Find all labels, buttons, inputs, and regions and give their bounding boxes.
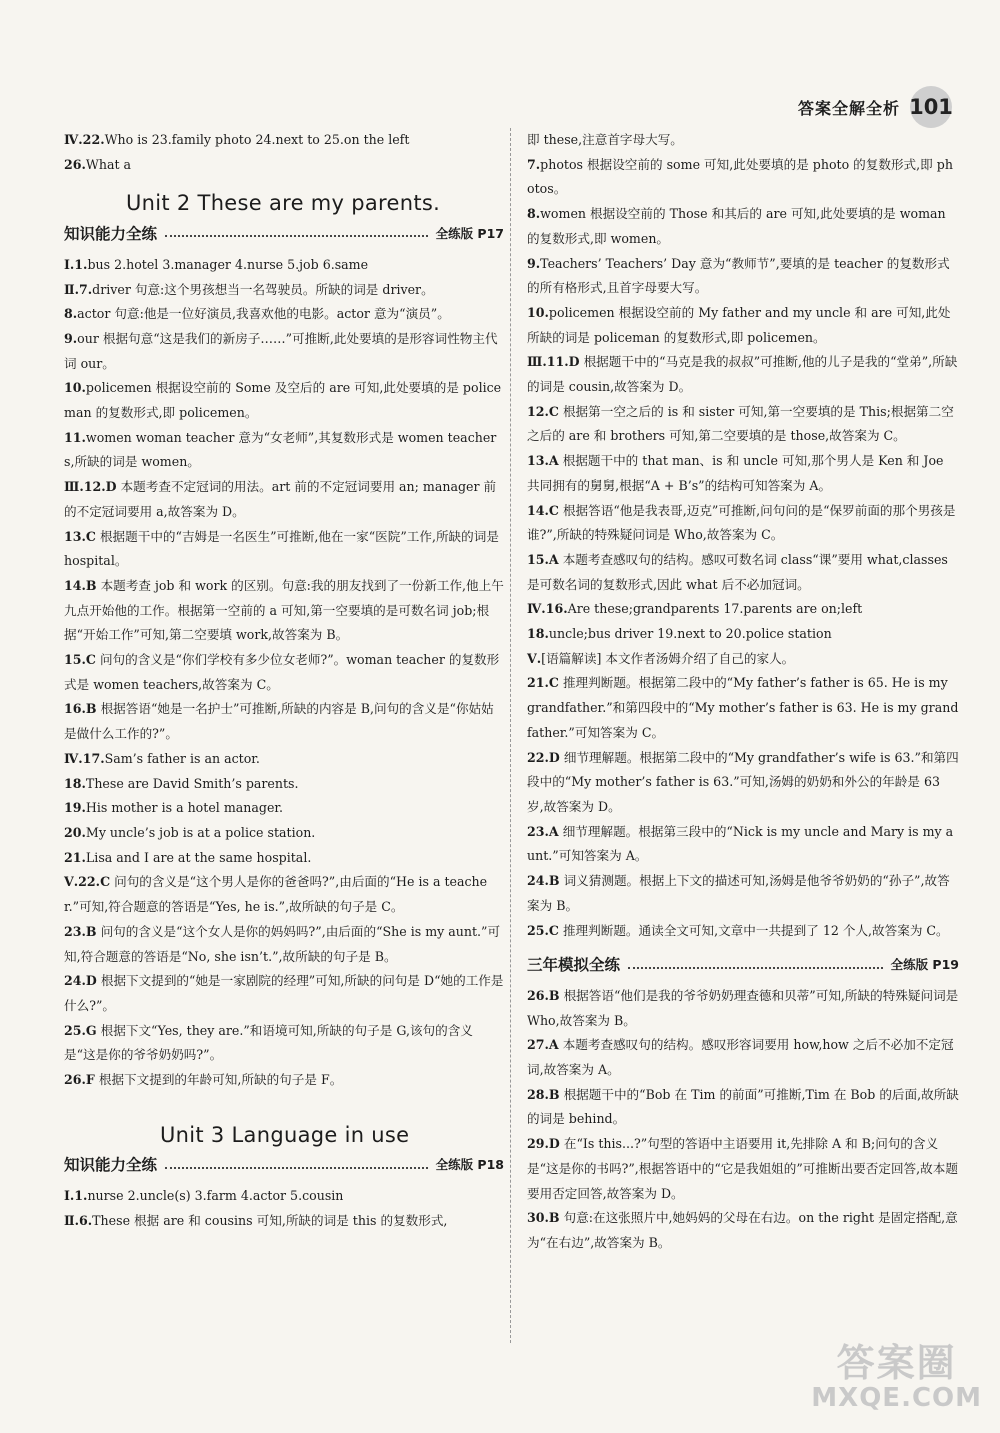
answer-text: 根据题干中的“吉姆是一名医生”可推断,他在一家“医院”工作,所缺的词是 hospital。	[64, 528, 499, 569]
answer-number: Ⅴ.	[527, 650, 542, 666]
page-number: 101	[910, 86, 952, 128]
answer-item	[64, 1068, 504, 1093]
answer-number: 26.F	[64, 1072, 95, 1088]
answer-text: 根据答语“她是一名护士”可推断,所缺的内容是 B,问句的含义是“你姑姑是做什么工作的?”。	[64, 701, 494, 742]
answer-number: 29.D	[527, 1136, 560, 1152]
answer-number: 9.	[64, 330, 78, 346]
answer-text: Who is 23.family photo 24.next to 25.on the left	[104, 132, 410, 147]
answer-item	[64, 426, 504, 475]
answer-number: 21.C	[527, 675, 559, 691]
answer-item	[527, 350, 959, 399]
answer-item	[64, 969, 504, 1018]
answer-item	[527, 1206, 959, 1255]
answer-item	[64, 574, 504, 648]
section-page-ref: 全练版 P17	[435, 226, 504, 242]
answer-text: [语篇解读] 本文作者汤姆介绍了自己的家人。	[541, 650, 795, 666]
answer-number: 18.	[527, 626, 549, 642]
answer-number: 14.C	[527, 502, 559, 518]
answer-text: 根据题干中的“Bob 在 Tim 的前面”可推断,Tim 在 Bob 的后面,故所缺的词是 behind。	[527, 1086, 959, 1127]
answer-number: 23.B	[64, 923, 97, 939]
answer-item	[527, 400, 959, 449]
answer-number: 14.B	[64, 577, 97, 593]
dotted-leader	[165, 1167, 428, 1169]
answer-number: 27.A	[527, 1037, 559, 1053]
answer-text: Sam’s father is an actor.	[104, 750, 260, 766]
answer-item	[527, 919, 959, 944]
answer-number: 24.D	[64, 973, 97, 989]
answer-item	[527, 548, 959, 597]
answer-text: 根据第一空之后的 is 和 sister 可知,第一空要填的是 This;根据第二空之后的 are 和 brothers 可知,第二空要填的是 those,故答案为 C。	[527, 403, 954, 444]
answer-item	[527, 128, 959, 153]
answer-item	[64, 253, 504, 278]
answer-item	[527, 746, 959, 820]
answer-text: 即 these,注意首字母大写。	[527, 132, 683, 147]
section-title: 知识能力全练	[64, 225, 158, 244]
answer-item	[64, 525, 504, 574]
answer-number: Ⅱ.7.	[64, 281, 93, 297]
answer-number: 22.D	[527, 749, 560, 765]
answer-item	[64, 648, 504, 697]
answer-text: 在“Is this...?”句型的答语中主语要用 it,先排除 A 和 B;问句的含义是“这是你的书吗?”,根据答语中的“它是我姐姐的”可推断出要否定回答,故本题要用否定回答,故答案为 D。	[527, 1136, 958, 1201]
answer-text: 问句的含义是“这个女人是你的妈妈吗?”,由后面的“She is my aunt.”可知,符合题意的答语是“No, she isn’t.”,故所缺的句子是 B。	[64, 923, 501, 964]
answer-text: photos 根据设空前的 some 可知,此处要填的是 photo 的复数形式,即 photos。	[527, 156, 953, 197]
answer-number: 30.B	[527, 1210, 560, 1226]
answer-number: Ⅳ.16.	[527, 601, 568, 617]
answer-number: Ⅱ.6.	[64, 1212, 93, 1228]
answer-item	[64, 821, 504, 846]
dotted-leader	[628, 967, 883, 969]
answer-number: 25.G	[64, 1022, 97, 1038]
section-title: 知识能力全练	[64, 1156, 158, 1175]
answer-text: 根据下文“Yes, they are.”和语境可知,所缺的句子是 G,该句的含义是“这是你的爷爷奶奶吗?”。	[64, 1022, 473, 1063]
answer-number: 24.B	[527, 873, 560, 889]
answer-text: Are these;grandparents 17.parents are on;left	[567, 601, 863, 617]
answer-text: 根据答语“他们是我的爷爷奶奶理查德和贝蒂”可知,所缺的特殊疑问词是 Who,故答案为 B。	[527, 987, 959, 1028]
answer-item	[527, 820, 959, 869]
answer-text: 本题考查不定冠词的用法。art 前的不定冠词要用 an; manager 前的不定冠词要用 a,故答案为 D。	[64, 479, 497, 519]
answer-number: 13.A	[527, 453, 559, 469]
answer-item	[527, 202, 959, 251]
answer-item	[64, 1019, 504, 1068]
answer-number: 8.	[64, 306, 78, 322]
answer-item	[527, 1033, 959, 1082]
watermark-logo	[811, 1340, 982, 1414]
column-divider	[510, 128, 511, 1343]
answer-number: Ⅳ.17.	[64, 750, 105, 766]
answer-text: 根据下文提到的年龄可知,所缺的句子是 F。	[94, 1072, 343, 1088]
answer-text: These 根据 are 和 cousins 可知,所缺的词是 this 的复数形式,	[92, 1212, 448, 1228]
answer-number: Ⅴ.22.C	[64, 874, 111, 890]
answer-number: 10.	[64, 380, 86, 396]
answer-text: 本题考查 job 和 work 的区别。句意:我的朋友找到了一份新工作,他上午九点开始他的工作。根据第一空前的 a 可知,第一空要填的是可数名词 job;根据“开始工作”可知,第二空要填 work,故答案为 B。	[64, 577, 504, 643]
answer-text: 细节理解题。根据第三段中的“Nick is my uncle and Mary is my aunt.”可知答案为 A。	[527, 823, 954, 864]
answer-text: 问句的含义是“你们学校有多少位女老师?”。woman teacher 的复数形式是 women teachers,故答案为 C。	[64, 652, 500, 692]
answer-item	[527, 984, 959, 1033]
answer-text: 细节理解题。根据第二段中的“My grandfather’s wife is 63.”和第四段中的“My mother’s father is 63.”可知,汤姆的奶奶和外公的年龄是 63 岁,故答案为 D。	[527, 749, 959, 814]
answer-item	[527, 1132, 959, 1206]
right-column	[527, 128, 959, 1256]
answer-text: My uncle’s job is at a police station.	[85, 824, 316, 840]
answer-number: 16.B	[64, 701, 97, 717]
answer-text: 句意:在这张照片中,她妈妈的父母在右边。on the right 是固定搭配,意为“在右边”,故答案为 B。	[527, 1210, 958, 1250]
answer-number: 15.A	[527, 551, 559, 567]
answer-item	[64, 327, 504, 376]
section-heading	[64, 222, 504, 247]
answer-number: 26.	[64, 156, 86, 172]
answer-text: nurse 2.uncle(s) 3.farm 4.actor 5.cousin	[87, 1188, 344, 1204]
answer-item	[64, 846, 504, 871]
answer-item	[64, 796, 504, 821]
answer-text: driver 句意:这个男孩想当一名驾驶员。所缺的词是 driver。	[92, 281, 434, 297]
answer-text: 词义猜测题。根据上下文的描述可知,汤姆是他爷爷奶奶的“孙子”,故答案为 B。	[527, 873, 950, 913]
answer-item	[64, 747, 504, 772]
answer-text: bus 2.hotel 3.manager 4.nurse 5.job 6.same	[87, 256, 369, 272]
unit-title: Unit 2 These are my parents.	[126, 191, 441, 216]
answer-number: 26.B	[527, 987, 560, 1003]
answer-number: Ⅰ.1.	[64, 1188, 88, 1204]
answer-item	[64, 920, 504, 969]
unit-title: Unit 3 Language in use	[160, 1122, 410, 1147]
answer-item	[527, 597, 959, 622]
answer-item	[527, 622, 959, 647]
answer-number: Ⅳ.22.	[64, 132, 105, 147]
section-heading	[527, 953, 959, 978]
answer-number: 13.C	[64, 528, 96, 544]
answer-text: 本题考查感叹句的结构。感叹可数名词 class“课”要用 what,classes 是可数名词的复数形式,因此 what 后不必加冠词。	[527, 551, 948, 592]
watermark-line1: 答案圈	[836, 1340, 957, 1385]
answer-item	[527, 301, 959, 350]
answer-item	[64, 772, 504, 797]
answer-item	[64, 302, 504, 327]
answer-number: 18.	[64, 775, 86, 791]
answer-text: What a	[85, 156, 132, 172]
answer-item	[527, 671, 959, 745]
answer-number: 25.C	[527, 922, 559, 938]
answer-text: 根据题干中的 that man、is 和 uncle 可知,那个男人是 Ken 和 Joe 共同拥有的舅舅,根据“A + B’s”的结构可知答案为 A。	[527, 453, 944, 493]
answer-item	[527, 499, 959, 548]
answer-text: Teachers’ Teachers’ Day 意为“教师节”,要填的是 teacher 的复数形式的所有格形式,且首字母要大写。	[527, 255, 950, 296]
answer-number: Ⅰ.1.	[64, 256, 88, 272]
answer-text: 推理判断题。根据第二段中的“My father’s father is 65. He is my grandfather.”和第四段中的“My mother’s father is 63. He is my grandfather.”可知答案为 C。	[527, 675, 959, 740]
answer-number: 21.	[64, 849, 86, 865]
answer-text: 推理判断题。通读全文可知,文章中一共提到了 12 个人,故答案为 C。	[558, 922, 949, 938]
answer-number: Ⅲ.12.D	[64, 479, 117, 495]
answer-text: actor 句意:他是一位好演员,我喜欢他的电影。actor 意为“演员”。	[77, 306, 450, 322]
answer-number: 12.C	[527, 403, 559, 419]
answer-number: 15.C	[64, 652, 96, 668]
answer-number: 19.	[64, 800, 86, 816]
page-header	[798, 86, 952, 128]
watermark-line2: MXQE.COM	[811, 1383, 982, 1414]
answer-text: His mother is a hotel manager.	[85, 800, 284, 816]
answer-item	[64, 697, 504, 746]
section-title: 三年模拟全练	[527, 956, 621, 975]
answer-item	[527, 252, 959, 301]
section-heading	[64, 1153, 504, 1178]
answer-text: 根据下文提到的“她是一家剧院的经理”可知,所缺的问句是 D“她的工作是什么?”。	[64, 973, 504, 1013]
answer-item	[64, 870, 504, 919]
answer-text: 本题考查感叹句的结构。感叹形容词要用 how,how 之后不必加不定冠词,故答案为 A。	[527, 1037, 954, 1078]
answer-text: women 根据设空前的 Those 和其后的 are 可知,此处要填的是 woman 的复数形式,即 women。	[527, 206, 946, 246]
answer-item	[64, 376, 504, 425]
answer-text: policemen 根据设空前的 My father and my uncle 和 are 可知,此处所缺的词是 policeman 的复数形式,即 policemen。	[527, 304, 951, 345]
answer-number: 8.	[527, 206, 541, 222]
answer-number: 9.	[527, 255, 541, 271]
answer-item	[527, 449, 959, 498]
answer-text: uncle;bus driver 19.next to 20.police station	[548, 626, 832, 642]
answer-item	[64, 278, 504, 303]
left-column	[64, 128, 504, 1234]
answer-number: 23.A	[527, 823, 559, 839]
answer-number: Ⅲ.11.D	[527, 354, 580, 370]
header-title: 答案全解全析	[797, 98, 900, 118]
answer-text: Lisa and I are at the same hospital.	[85, 849, 312, 865]
answer-item	[527, 153, 959, 202]
answer-item	[64, 128, 504, 153]
dotted-leader	[165, 235, 428, 237]
answer-item	[64, 1184, 504, 1209]
answer-text: 问句的含义是“这个男人是你的爸爸吗?”,由后面的“He is a teacher.”可知,符合题意的答语是“Yes, he is.”,故所缺的句子是 C。	[64, 874, 488, 915]
answer-item	[527, 647, 959, 672]
answer-text: 根据答语“他是我表哥,迈克”可推断,问句问的是“保罗前面的那个男孩是谁?”,所缺的特殊疑问词是 Who,故答案为 C。	[527, 502, 956, 543]
section-page-ref: 全练版 P19	[890, 957, 959, 973]
answer-number: 7.	[527, 156, 541, 172]
answer-text: These are David Smith’s parents.	[85, 775, 299, 791]
section-page-ref: 全练版 P18	[435, 1157, 504, 1173]
answer-text: policemen 根据设空前的 Some 及空后的 are 可知,此处要填的是 policeman 的复数形式,即 policemen。	[64, 380, 502, 421]
answer-text: our 根据句意“这是我们的新房子……”可推断,此处要填的是形容词性物主代词 our。	[64, 330, 498, 371]
answer-item	[527, 1083, 959, 1132]
answer-number: 11.	[64, 429, 86, 445]
answer-item	[64, 153, 504, 178]
answer-text: women woman teacher 意为“女老师”,其复数形式是 women teachers,所缺的词是 women。	[64, 429, 497, 470]
answer-number: 28.B	[527, 1086, 560, 1102]
answer-item	[64, 475, 504, 524]
answer-number: 10.	[527, 304, 549, 320]
answer-text: 根据题干中的“马克是我的叔叔”可推断,他的儿子是我的“堂弟”,所缺的词是 cousin,故答案为 D。	[527, 354, 958, 395]
answer-item	[527, 869, 959, 918]
answer-item	[64, 1209, 504, 1234]
answer-number: 20.	[64, 824, 86, 840]
